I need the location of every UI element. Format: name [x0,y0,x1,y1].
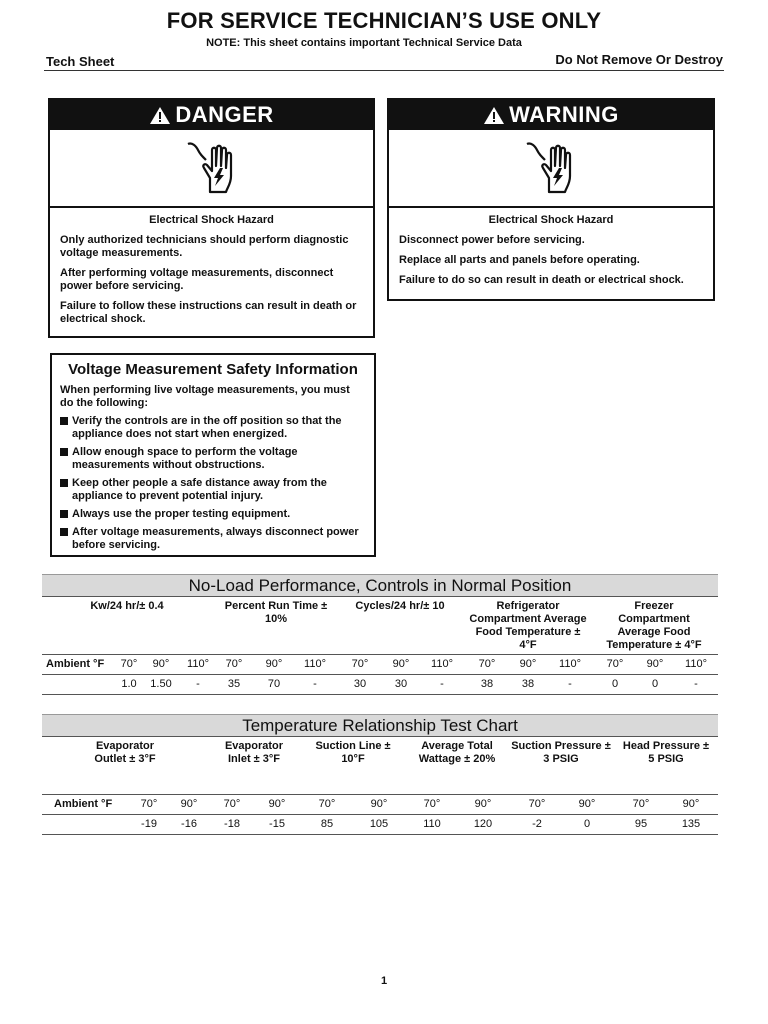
temp-cell: 90° [370,798,388,810]
temp-cell: 70° [632,798,650,810]
bullet-square-icon [60,448,68,456]
service-data-note: NOTE: This sheet contains important Technical Service Data [206,37,522,49]
danger-heading: DANGER [175,102,274,127]
temp-cell: 70° [318,798,336,810]
value-cell: 38 [521,678,535,690]
electrical-shock-hand-icon [521,138,581,198]
danger-body [50,208,373,339]
safety-intro: When performing live voltage measurements, you must do the following: [60,384,350,409]
noload-group-header: Kw/24 hr/± 0.4 [90,600,164,612]
table-row [42,794,718,814]
temprel-group-header: Evaporator Outlet ± 3°F [94,740,156,765]
temprel-group-header: Head Pressure ± 5 PSIG [622,740,710,765]
noload-group-header: Freezer Compartment Average Food Temperature ± 4°F [606,600,702,651]
warning-paragraph: Failure to do so can result in death or electrical shock. [399,274,684,286]
temp-cell: 70° [351,658,369,670]
temp-cell: 110° [431,658,453,670]
value-cell: 135 [681,818,701,830]
warning-heading: WARNING [509,102,619,127]
value-cell: -16 [181,818,197,830]
table-divider [42,834,718,835]
hazard-triangle-icon [483,106,505,125]
value-cell: 30 [394,678,408,690]
safety-title: Voltage Measurement Safety Information [68,361,358,378]
value-cell: - [313,678,317,690]
table-divider [42,596,718,597]
danger-paragraph: Only authorized technicians should perform diagnostic voltage measurements. [60,234,349,259]
value-cell: 30 [353,678,367,690]
value-cell: 0 [583,818,591,830]
noload-group-header: Percent Run Time ± 10% [224,600,328,625]
ambient-label: Ambient °F [46,658,105,670]
temp-cell: 70° [528,798,546,810]
list-item [60,415,366,441]
temp-cell: 90° [578,798,596,810]
safety-item-text: Verify the controls are in the off position so that the appliance does not start when energized. [72,415,342,440]
value-cell: 70 [267,678,281,690]
temp-cell: 70° [140,798,158,810]
temp-cell: 90° [180,798,198,810]
value-cell: 0 [611,678,619,690]
table-row [42,654,718,674]
safety-item-text: Keep other people a safe distance away from the appliance to prevent potential injury. [72,477,327,502]
temp-cell: 110° [559,658,581,670]
warning-icon-area [389,130,713,208]
bullet-square-icon [60,528,68,536]
temp-cell: 90° [519,658,537,670]
temp-cell: 70° [606,658,624,670]
temprel-group-header: Suction Line ± 10°F [315,740,391,765]
value-cell: - [694,678,698,690]
temp-cell: 70° [225,658,243,670]
temp-cell: 90° [646,658,664,670]
value-cell: 110 [423,818,441,830]
value-cell: -18 [224,818,240,830]
value-cell: 120 [473,818,493,830]
temprel-section-title: Temperature Relationship Test Chart [42,714,718,736]
temp-cell: 90° [268,798,286,810]
table-row [42,674,718,694]
value-cell: 1.0 [121,678,137,690]
page-title: FOR SERVICE TECHNICIAN’S USE ONLY [166,8,602,33]
header-divider [44,70,724,71]
temp-cell: 110° [685,658,707,670]
value-cell: 105 [369,818,389,830]
temp-cell: 110° [187,658,209,670]
value-cell: 35 [227,678,241,690]
page-number: 1 [380,975,388,987]
value-cell: -19 [141,818,157,830]
value-cell: - [568,678,572,690]
value-cell: 85 [320,818,334,830]
danger-header [50,100,373,130]
safety-item-text: Always use the proper testing equipment. [72,508,291,520]
noload-group-header: Cycles/24 hr/± 10 [355,600,445,612]
table-divider [42,736,718,737]
temp-cell: 90° [152,658,170,670]
temprel-group-header: Suction Pressure ± 3 PSIG [511,740,611,765]
noload-group-header: Refrigerator Compartment Average Food Temperature ± 4°F [469,600,587,651]
value-cell: -2 [532,818,542,830]
danger-paragraph: Failure to follow these instructions can result in death or electrical shock. [60,300,357,325]
electrical-shock-hand-icon [182,138,242,198]
bullet-square-icon [60,417,68,425]
hazard-triangle-icon [149,106,171,125]
value-cell: 0 [651,678,659,690]
temp-cell: 90° [392,658,410,670]
tech-sheet-label: Tech Sheet [46,54,115,69]
temp-cell: 70° [223,798,241,810]
temp-cell: 70° [120,658,138,670]
danger-panel [48,98,375,338]
bullet-square-icon [60,510,68,518]
warning-paragraph: Disconnect power before servicing. [399,234,585,246]
list-item [60,446,366,472]
warning-panel [387,98,715,301]
warning-paragraph: Replace all parts and panels before operating. [399,254,640,266]
danger-subtitle: Electrical Shock Hazard [149,214,274,226]
temprel-table [42,736,718,836]
danger-icon-area [50,130,373,208]
value-cell: -15 [269,818,285,830]
do-not-remove-label: Do Not Remove Or Destroy [555,52,723,67]
danger-paragraph: After performing voltage measurements, disconnect power before servicing. [60,267,334,292]
temp-cell: 110° [304,658,326,670]
table-row [42,814,718,834]
ambient-label: Ambient °F [54,798,113,810]
list-item [60,477,366,503]
list-item [60,526,366,552]
temp-cell: 90° [682,798,700,810]
value-cell: 1.50 [150,678,172,690]
temp-cell: 90° [474,798,492,810]
value-cell: - [196,678,200,690]
safety-item-text: Allow enough space to perform the voltage measurements without obstructions. [72,446,298,471]
noload-table [42,596,718,696]
value-cell: - [440,678,444,690]
list-item [60,508,366,521]
warning-body [389,208,713,300]
warning-subtitle: Electrical Shock Hazard [488,214,614,226]
voltage-safety-panel [50,353,376,557]
table-divider [42,694,718,695]
value-cell: 95 [634,818,648,830]
temp-cell: 70° [478,658,496,670]
temprel-group-header: Average Total Wattage ± 20% [418,740,496,765]
bullet-square-icon [60,479,68,487]
safety-item-text: After voltage measurements, always disconnect power before servicing. [72,526,359,551]
temp-cell: 90° [265,658,283,670]
warning-header [389,100,713,130]
temp-cell: 70° [423,798,441,810]
temprel-group-header: Evaporator Inlet ± 3°F [224,740,284,765]
noload-section-title: No-Load Performance, Controls in Normal Position [42,574,718,596]
value-cell: 38 [480,678,494,690]
safety-list [60,415,366,552]
